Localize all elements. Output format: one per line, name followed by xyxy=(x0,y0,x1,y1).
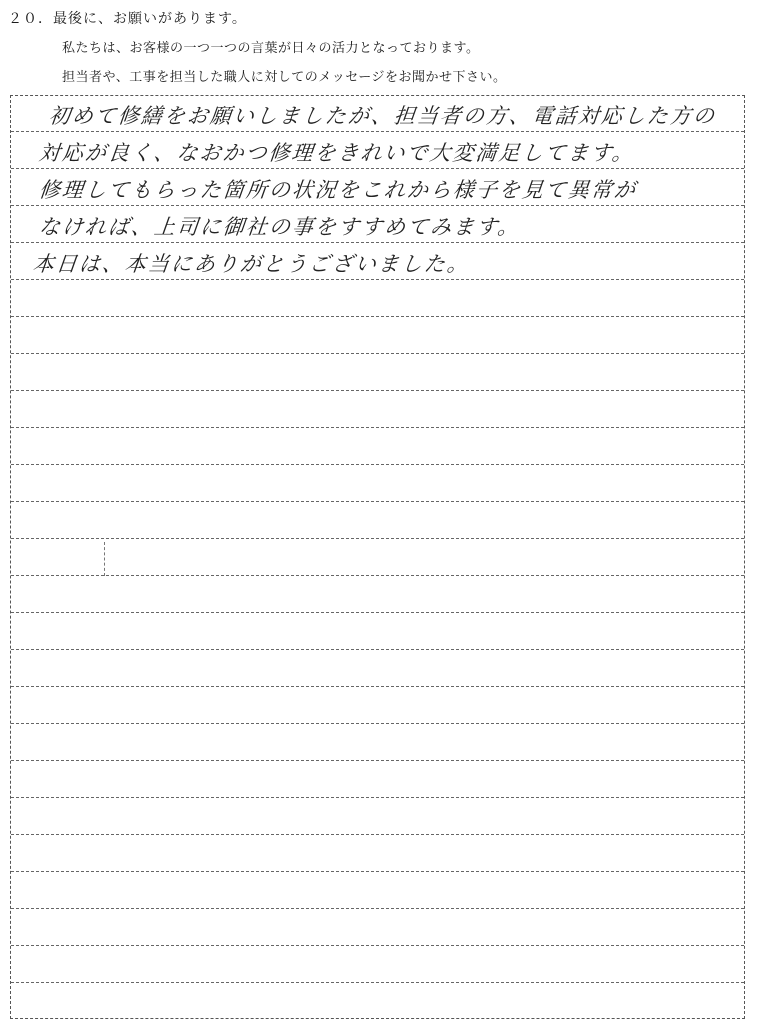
ruled-line xyxy=(11,649,744,650)
handwritten-line-2: 対応が良く、なおかつ修理をきれいで大変満足してます。 xyxy=(37,141,637,165)
ruled-line xyxy=(11,871,744,872)
handwritten-line-1: 初めて修繕をお願いしましたが、担当者の方、電話対応した方の xyxy=(47,104,718,128)
ruled-line xyxy=(11,316,744,317)
ruled-line xyxy=(11,982,744,983)
handwritten-line-3: 修理してもらった箇所の状況をこれから様子を見て異常が xyxy=(37,178,639,202)
ruled-line xyxy=(11,723,744,724)
handwritten-line-5: 本日は、本当にありがとうございました。 xyxy=(31,252,472,276)
ruled-line xyxy=(11,501,744,502)
ruled-line xyxy=(11,390,744,391)
ruled-line xyxy=(11,612,744,613)
question-text-line-1: 私たちは、お客様の一つ一つの言葉が日々の活力となっております。 xyxy=(62,41,480,56)
ruled-line xyxy=(11,353,744,354)
question-text-line-2: 担当者や、工事を担当した職人に対してのメッセージをお聞かせ下さい。 xyxy=(62,70,507,85)
question-header xyxy=(0,0,768,92)
ruled-line xyxy=(11,538,744,539)
ruled-line xyxy=(11,945,744,946)
ruled-line xyxy=(11,575,744,576)
ruled-line xyxy=(11,760,744,761)
ruled-line xyxy=(11,834,744,835)
margin-tick-mark xyxy=(104,542,105,576)
answer-sheet xyxy=(10,95,745,1019)
handwritten-line-4: なければ、上司に御社の事をすすめてみます。 xyxy=(37,215,522,239)
ruled-line xyxy=(11,908,744,909)
ruled-line xyxy=(11,797,744,798)
question-title: ２０．最後に、お願いがあります。 xyxy=(8,11,247,27)
ruled-line xyxy=(11,686,744,687)
ruled-line xyxy=(11,464,744,465)
ruled-line xyxy=(11,427,744,428)
